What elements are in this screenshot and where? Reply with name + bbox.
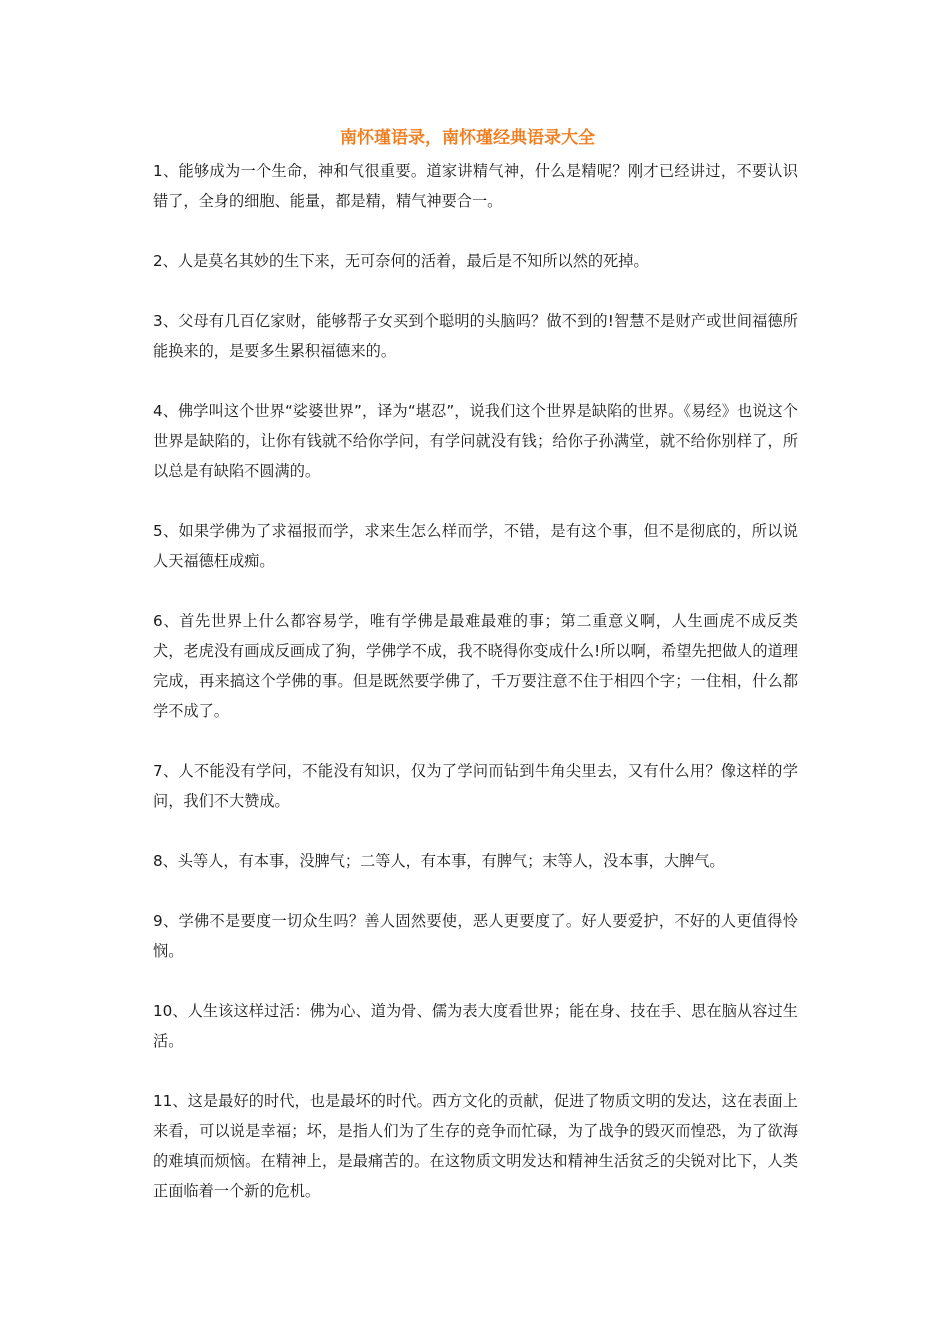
paragraph-10: 10、人生该这样过活：佛为心、道为骨、儒为表大度看世界；能在身、技在手、思在脑从容过生活。 — [153, 1002, 798, 1050]
paragraph-5: 5、如果学佛为了求福报而学，求来生怎么样而学，不错，是有这个事，但不是彻底的，所以说人天福德枉成痴。 — [153, 522, 798, 570]
paragraph-4: 4、佛学叫这个世界“娑婆世界”，译为“堪忍”，说我们这个世界是缺陷的世界。《易经》也说这个世界是缺陷的，让你有钱就不给你学问，有学问就没有钱；给你子孙满堂，就不给你别样了，所以总是有缺陷不圆满的。 — [153, 402, 798, 480]
paragraph-8: 8、头等人，有本事，没脾气；二等人，有本事，有脾气；末等人，没本事，大脾气。 — [153, 852, 725, 870]
paragraph-6: 6、首先世界上什么都容易学，唯有学佛是最难最难的事；第二重意义啊，人生画虎不成反类犬，老虎没有画成反画成了狗，学佛学不成，我不晓得你变成什么!所以啊，希望先把做人的道理完成，再来搞这个学佛的事。但是既然要学佛了，千万要注意不住于相四个字；一住相，什么都学不成了。 — [153, 612, 798, 720]
document-title: 南怀瑾语录，南怀瑾经典语录大全 — [340, 128, 595, 148]
paragraph-11: 11、这是最好的时代，也是最坏的时代。西方文化的贡献，促进了物质文明的发达，这在表面上来看，可以说是幸福；坏，是指人们为了生存的竞争而忙碌，为了战争的毁灭而惶恐，为了欲海的难填而烦恼。在精神上，是最痛苦的。在这物质文明发达和精神生活贫乏的尖锐对比下，人类正面临着一个新的危机。 — [153, 1092, 798, 1200]
document-page — [153, 124, 798, 1236]
paragraph-3: 3、父母有几百亿家财，能够帮子女买到个聪明的头脑吗？做不到的!智慧不是财产或世间福德所能换来的，是要多生累积福德来的。 — [153, 312, 798, 360]
paragraph-9: 9、学佛不是要度一切众生吗？善人固然要使，恶人更要度了。好人要爱护，不好的人更值得怜悯。 — [153, 912, 798, 960]
paragraph-2: 2、人是莫名其妙的生下来，无可奈何的活着，最后是不知所以然的死掉。 — [153, 252, 649, 270]
paragraph-1: 1、能够成为一个生命，神和气很重要。道家讲精气神，什么是精呢？刚才已经讲过，不要认识错了，全身的细胞、能量，都是精，精气神要合一。 — [153, 162, 798, 210]
paragraph-7: 7、人不能没有学问，不能没有知识，仅为了学问而钻到牛角尖里去，又有什么用？像这样的学问，我们不大赞成。 — [153, 762, 798, 810]
